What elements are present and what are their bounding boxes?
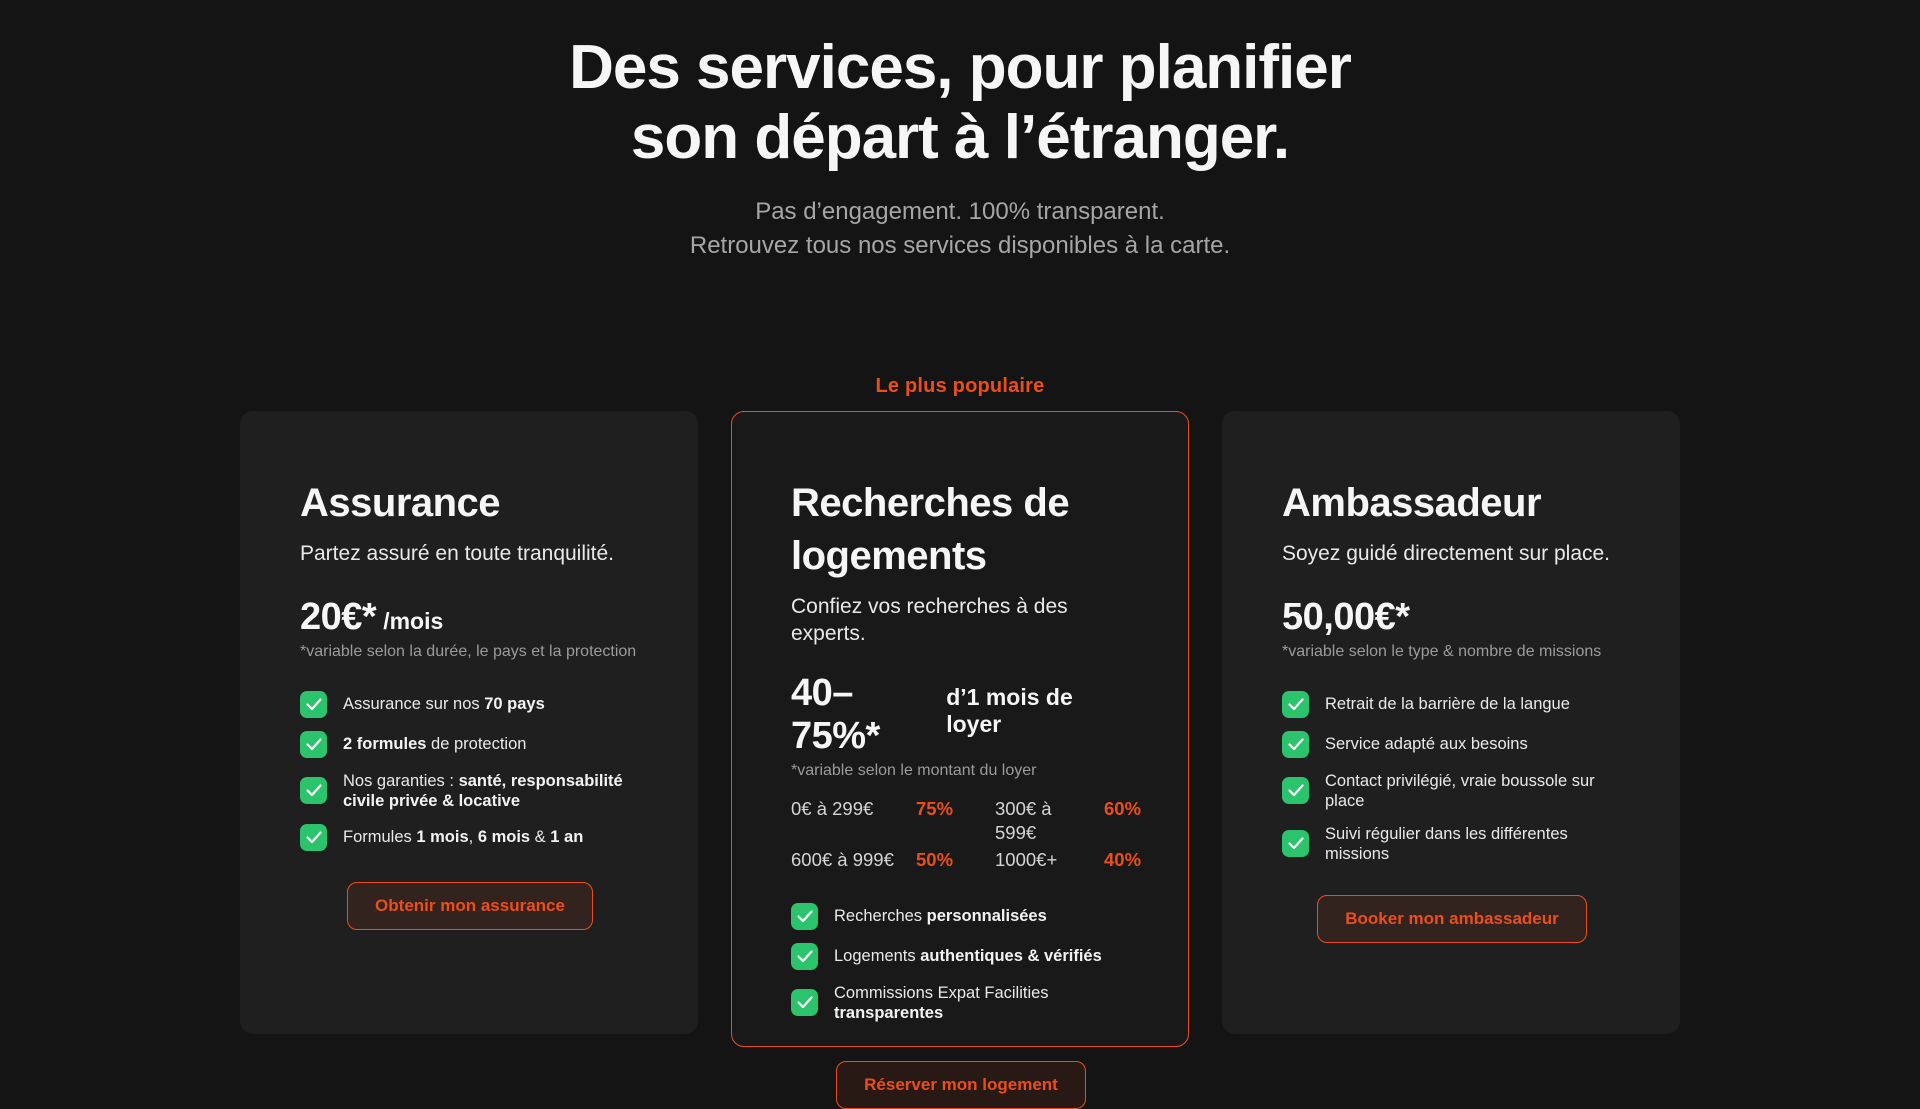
page-title-line2: son départ à l’étranger. xyxy=(630,103,1290,173)
page-subtitle-line1: Pas d’engagement. 100% transparent. xyxy=(755,198,1165,226)
feature-item xyxy=(300,731,640,758)
checkmark-glyph xyxy=(306,738,322,751)
feature-list xyxy=(791,903,1131,1023)
feature-list xyxy=(1282,691,1622,864)
feature-label: Logements authentiques & vérifiés xyxy=(834,947,1102,966)
feature-item xyxy=(1282,824,1622,864)
check-icon xyxy=(791,943,818,970)
check-icon xyxy=(1282,777,1309,804)
checkmark-glyph xyxy=(797,910,813,923)
book-ambassador-button[interactable]: Booker mon ambassadeur xyxy=(1317,895,1587,943)
card-title: Assurance xyxy=(300,481,501,526)
price-note: *variable selon le type & nombre de missions xyxy=(1282,642,1602,660)
checkmark-glyph xyxy=(1288,738,1304,751)
feature-label: Nos garanties : santé, responsabilité civile privée & locative xyxy=(343,771,623,810)
card-subtitle: Partez assuré en toute tranquilité. xyxy=(300,541,615,565)
pricing-cards xyxy=(0,411,1920,1094)
tier-range: 600€ à 999€ xyxy=(791,848,894,870)
card-subtitle: Soyez guidé directement sur place. xyxy=(1282,541,1611,565)
price-amount: 50,00€* xyxy=(1282,595,1410,638)
price-amount: 40–75%* xyxy=(791,671,880,757)
price-amount: 20€* xyxy=(300,595,377,638)
feature-label: Retrait de la barrière de la langue xyxy=(1325,695,1570,714)
feature-list xyxy=(300,691,640,851)
get-insurance-button[interactable]: Obtenir mon assurance xyxy=(347,882,593,930)
feature-label: Commissions Expat Facilities transparentes xyxy=(834,983,1049,1022)
page-subtitle-line2: Retrouvez tous nos services disponibles à la carte. xyxy=(689,232,1231,260)
feature-label: Contact privilégié, vraie boussole sur place xyxy=(1325,771,1595,810)
checkmark-glyph xyxy=(1288,837,1304,850)
price-note: *variable selon le montant du loyer xyxy=(791,761,1037,779)
feature-label: Service adapté aux besoins xyxy=(1325,735,1528,754)
page-title xyxy=(0,33,1920,173)
checkmark-glyph xyxy=(1288,698,1304,711)
tier-percentage: 60% xyxy=(1104,797,1142,819)
checkmark-glyph xyxy=(306,784,322,797)
check-icon xyxy=(1282,731,1309,758)
checkmark-glyph xyxy=(797,996,813,1009)
card-title: Ambassadeur xyxy=(1282,481,1542,526)
feature-item xyxy=(300,771,640,811)
price-line xyxy=(300,596,640,639)
card-assurance xyxy=(240,411,698,1034)
commission-tier-table xyxy=(791,797,1142,872)
popular-badge-row xyxy=(0,375,1920,401)
feature-item xyxy=(300,691,640,718)
price-block xyxy=(1282,596,1622,661)
check-icon xyxy=(300,691,327,718)
tier-range: 1000€+ xyxy=(995,848,1058,870)
checkmark-glyph xyxy=(1288,784,1304,797)
book-housing-button[interactable]: Réserver mon logement xyxy=(836,1061,1086,1109)
checkmark-glyph xyxy=(306,698,322,711)
price-suffix: /mois xyxy=(383,607,444,634)
tier-percentage: 75% xyxy=(916,797,954,819)
check-icon xyxy=(791,989,818,1016)
feature-item xyxy=(1282,731,1622,758)
check-icon xyxy=(791,903,818,930)
feature-label: 2 formules de protection xyxy=(343,735,527,754)
feature-item xyxy=(1282,771,1622,811)
feature-item xyxy=(791,903,1131,930)
page-header xyxy=(0,33,1920,263)
check-icon xyxy=(1282,691,1309,718)
page-subtitle xyxy=(0,195,1920,263)
price-suffix: d’1 mois de loyer xyxy=(946,683,1073,737)
feature-item xyxy=(791,983,1131,1023)
checkmark-glyph xyxy=(306,831,322,844)
feature-label: Suivi régulier dans les différentes missions xyxy=(1325,824,1568,863)
price-block xyxy=(791,672,1131,780)
price-block xyxy=(300,596,640,661)
feature-item xyxy=(1282,691,1622,718)
tier-range: 300€ à 599€ xyxy=(995,797,1052,843)
price-line xyxy=(1282,596,1622,639)
tier-percentage: 40% xyxy=(1104,848,1142,870)
feature-item xyxy=(300,824,640,851)
price-line xyxy=(791,672,1131,758)
check-icon xyxy=(300,731,327,758)
feature-label: Formules 1 mois, 6 mois & 1 an xyxy=(343,828,584,847)
feature-label: Assurance sur nos 70 pays xyxy=(343,695,545,714)
tier-percentage: 50% xyxy=(916,848,954,870)
tier-range: 0€ à 299€ xyxy=(791,797,874,819)
feature-label: Recherches personnalisées xyxy=(834,907,1047,926)
checkmark-glyph xyxy=(797,950,813,963)
check-icon xyxy=(300,777,327,804)
page-title-line1: Des services, pour planifier xyxy=(569,33,1351,102)
check-icon xyxy=(300,824,327,851)
feature-item xyxy=(791,943,1131,970)
card-subtitle: Confiez vos recherches à des experts. xyxy=(791,594,1068,645)
card-ambassadeur xyxy=(1222,411,1680,1034)
check-icon xyxy=(1282,830,1309,857)
card-title: Recherches de logements xyxy=(791,481,1070,578)
popular-badge: Le plus populaire xyxy=(875,375,1045,398)
card-recherches-logements xyxy=(731,411,1189,1094)
price-note: *variable selon la durée, le pays et la protection xyxy=(300,642,637,660)
